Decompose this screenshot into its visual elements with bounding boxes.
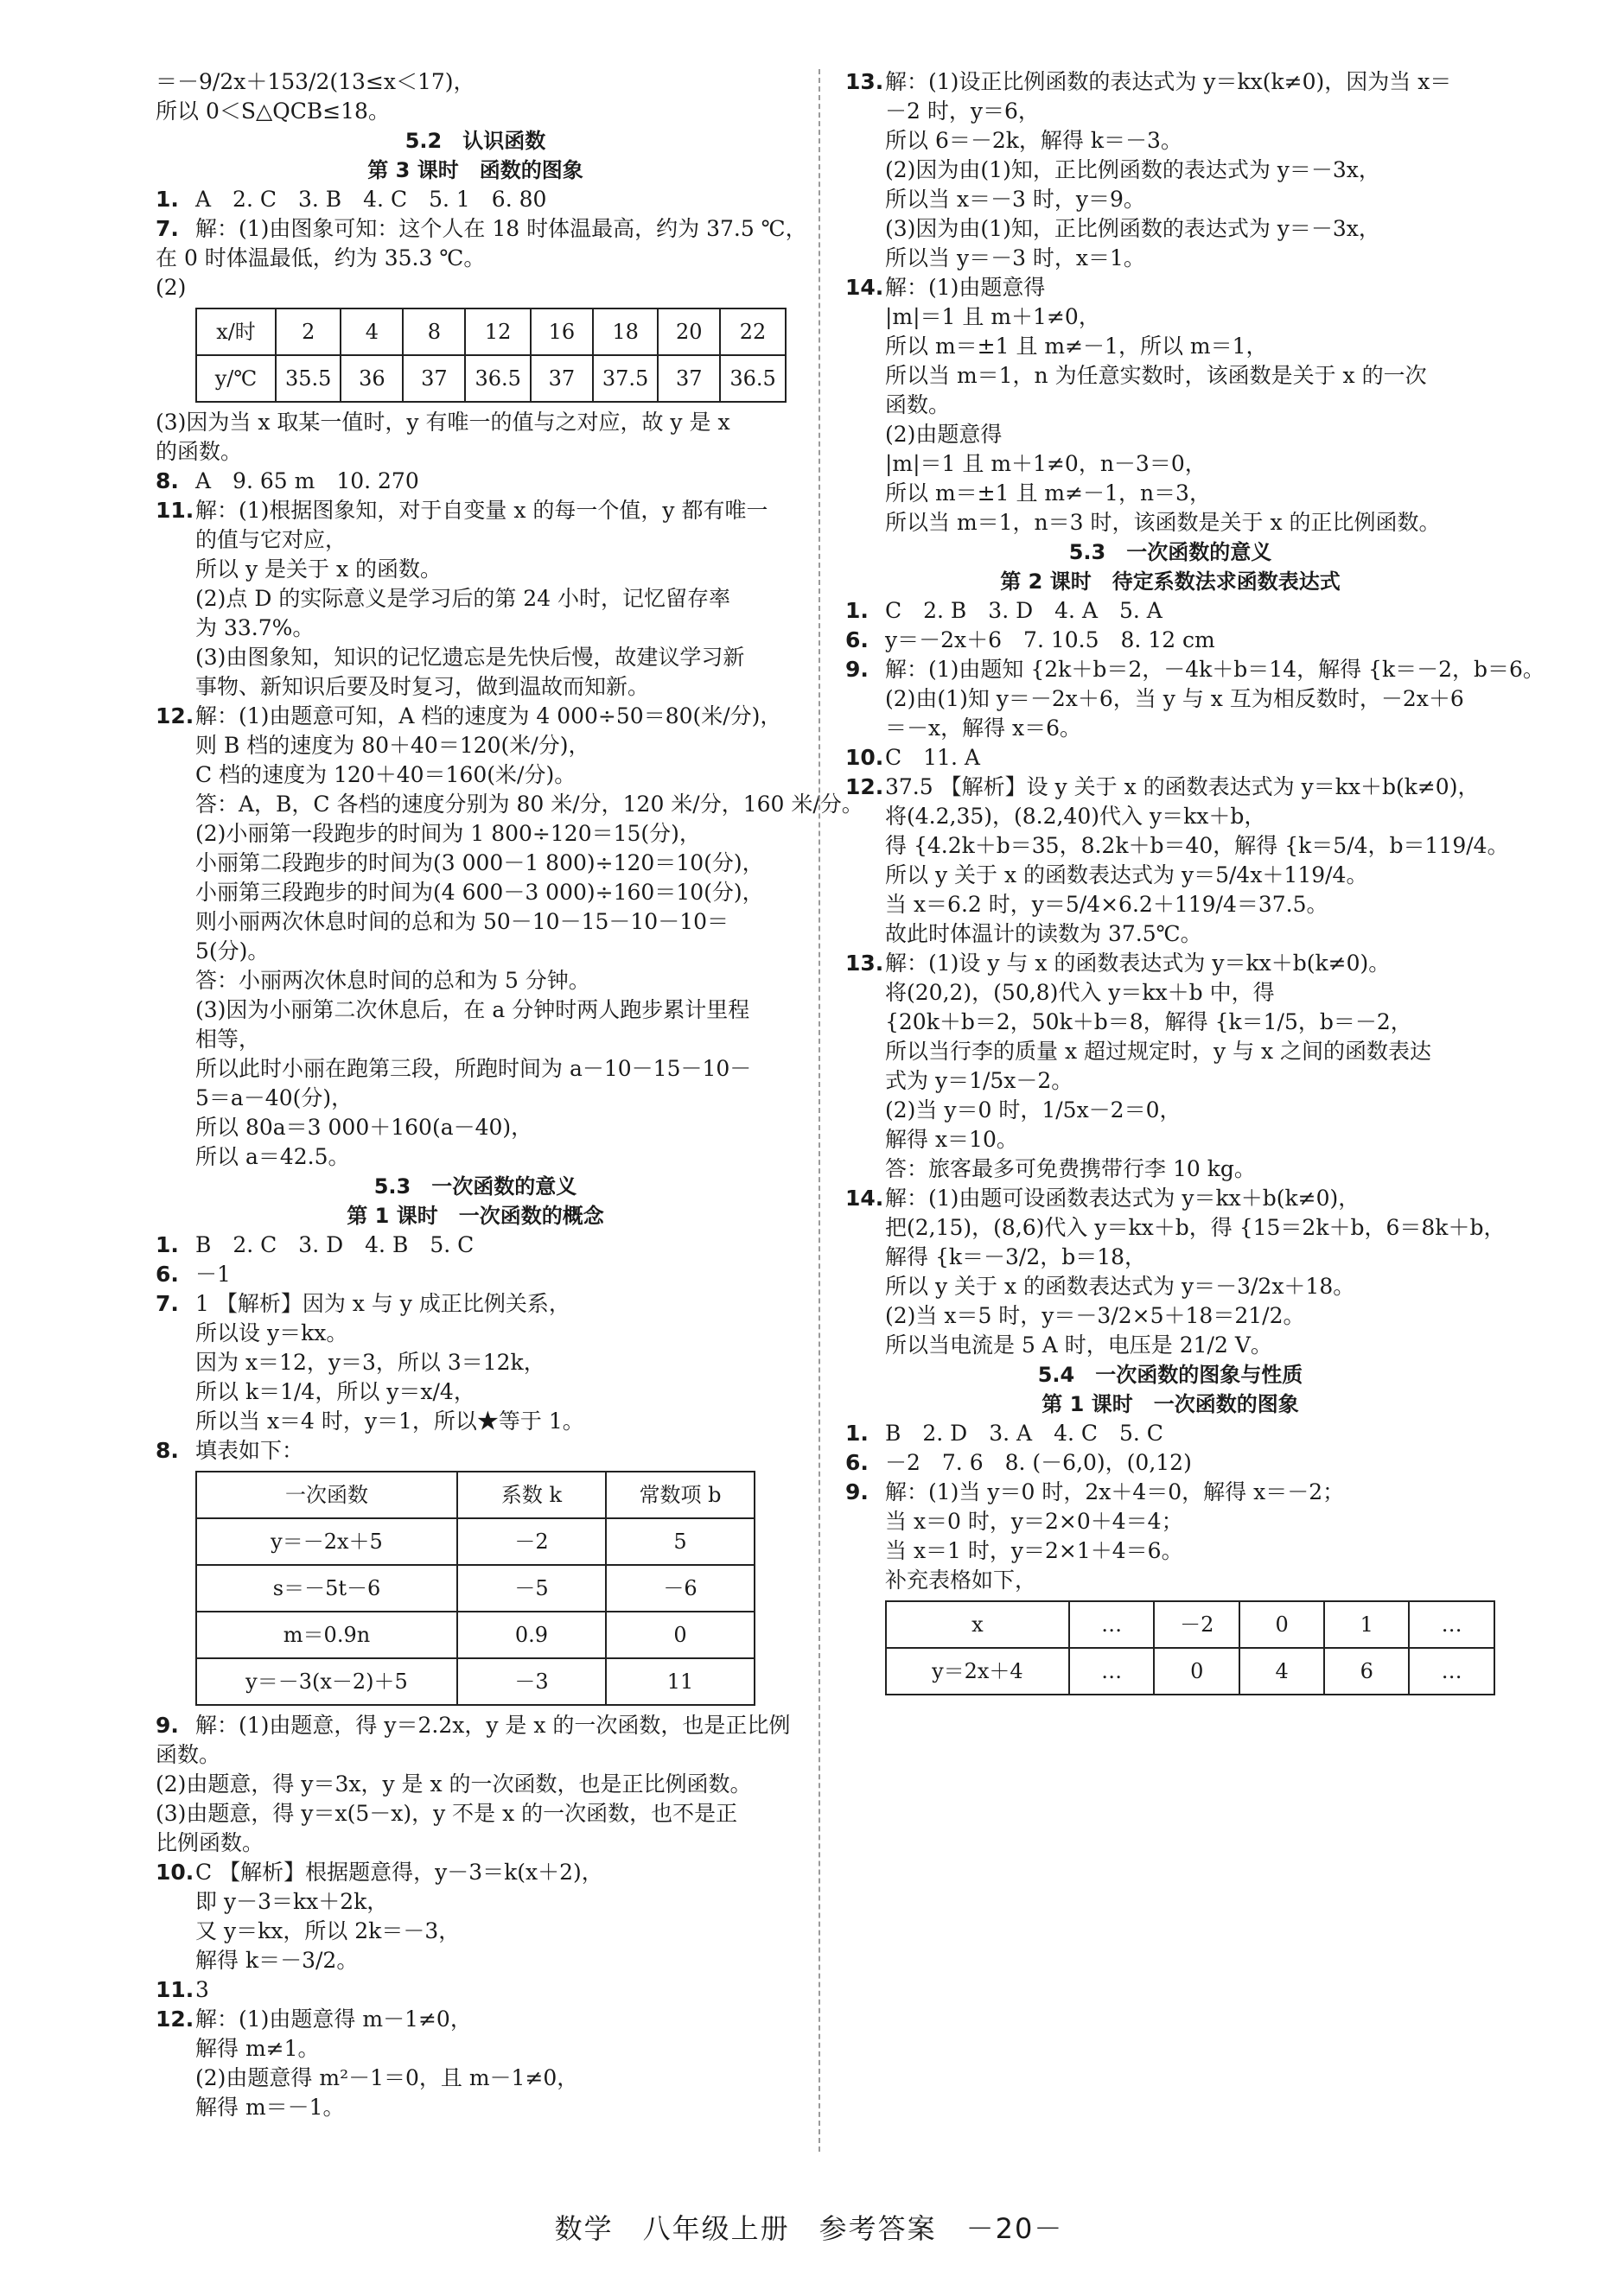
left-column	[156, 67, 863, 2122]
item-number: 10.	[845, 745, 884, 770]
section-heading: 5.3 一次函数的意义	[1068, 540, 1272, 564]
answer-line: 所以当行李的质量 x 超过规定时，y 与 x 之间的函数表达	[885, 1039, 1432, 1064]
section-heading: 5.2 认识函数	[404, 129, 546, 153]
column-divider	[819, 69, 820, 2152]
table-row	[196, 1472, 755, 1518]
table-cell: －3	[457, 1658, 606, 1705]
table-cell: －5	[457, 1565, 606, 1612]
table-cell: …	[1069, 1648, 1155, 1695]
answer-line: (3)因为当 x 取某一值时，y 有唯一的值与之对应，故 y 是 x	[156, 410, 730, 435]
item-number: 1.	[845, 1421, 869, 1446]
answer-line: 相等，	[195, 1027, 261, 1052]
item-number: 1.	[156, 1232, 179, 1257]
answer-item: 12.37.5 【解析】设 y 关于 x 的函数表达式为 y＝kx＋b(k≠0)，	[845, 773, 1495, 802]
answer-line: ＝－9/2x＋153/2(13≤x＜17)，	[156, 69, 475, 94]
item-number: 1.	[156, 187, 179, 212]
answer-line: 答：A，B，C 各档的速度分别为 80 米/分，120 米/分，160 米/分。	[195, 792, 863, 817]
table-row	[196, 308, 786, 355]
answer-line: 5(分)。	[195, 938, 270, 964]
item-number: 9.	[845, 657, 869, 682]
item-number: 6.	[845, 1450, 869, 1475]
table-cell: x/时	[196, 308, 276, 355]
answer-line: 又 y＝kx，所以 2k＝－3，	[195, 1918, 461, 1943]
table-cell: 4	[1239, 1648, 1324, 1695]
answer-item: 11.解：(1)根据图象知，对于自变量 x 的每一个值，y 都有唯一	[156, 496, 795, 525]
answer-line: (2)由题意，得 y＝3x，y 是 x 的一次函数，也是正比例函数。	[156, 1771, 752, 1797]
table-cell: 一次函数	[196, 1472, 457, 1518]
answer-line: 解得 x＝10。	[885, 1127, 1018, 1152]
table-row	[886, 1648, 1494, 1695]
answer-line: (2)	[156, 275, 187, 300]
answer-item: 14.解：(1)由题可设函数表达式为 y＝kx＋b(k≠0)，	[845, 1184, 1495, 1213]
table-cell: y＝2x＋4	[886, 1648, 1069, 1695]
table-cell: …	[1409, 1648, 1494, 1695]
table-cell: …	[1069, 1601, 1155, 1648]
item-number: 14.	[845, 1186, 884, 1211]
table-cell: y＝－2x＋5	[196, 1518, 457, 1565]
answer-line: 当 x＝0 时，y＝2×0＋4＝4；	[885, 1509, 1183, 1534]
answer-line: 答：旅客最多可免费携带行李 10 kg。	[885, 1156, 1256, 1181]
section-heading: 第 1 课时 一次函数的概念	[347, 1204, 604, 1228]
answer-line: 将(20,2)，(50,8)代入 y＝kx＋b 中，得	[885, 980, 1275, 1005]
answer-line: (2)小丽第一段跑步的时间为 1 800÷120＝15(分)，	[195, 821, 701, 846]
item-number: 6.	[156, 1262, 179, 1287]
answer-item: 10.C 11. A	[845, 743, 1495, 773]
answer-line: 将(4.2,35)，(8.2,40)代入 y＝kx＋b，	[885, 804, 1266, 829]
answer-item: 10.C 【解析】根据题意得，y－3＝k(x＋2)，	[156, 1858, 795, 1887]
table-cell: 37	[403, 355, 465, 402]
answer-line: 所以 m＝±1 且 m≠－1，所以 m＝1，	[885, 334, 1268, 359]
item-number: 10.	[156, 1860, 194, 1885]
table-cell: －2	[1154, 1601, 1239, 1648]
answer-line: 函数。	[885, 392, 951, 417]
answer-line: (2)由题意得 m²－1＝0，且 m－1≠0，	[195, 2065, 579, 2090]
table-cell: x	[886, 1601, 1069, 1648]
answer-line: 得 {4.2k＋b＝35，8.2k＋b＝40，解得 {k＝5/4，b＝119/4。	[885, 833, 1509, 858]
answer-table	[885, 1600, 1495, 1695]
answer-item: 6. －2 7. 6 8. (－6,0)，(0,12)	[845, 1448, 1495, 1478]
answer-line: 因为 x＝12，y＝3，所以 3＝12k，	[195, 1350, 545, 1375]
answer-line: 的函数。	[156, 439, 243, 464]
answer-line: (3)由题意，得 y＝x(5－x)，y 不是 x 的一次函数，也不是正	[156, 1801, 738, 1826]
answer-line: 所以当 m＝1，n 为任意实数时，该函数是关于 x 的一次	[885, 363, 1427, 388]
item-number: 8.	[156, 468, 179, 493]
table-cell: 16	[531, 308, 593, 355]
section-heading: 第 3 课时 函数的图象	[367, 158, 583, 182]
table-cell: 系数 k	[457, 1472, 606, 1518]
section-heading: 5.4 一次函数的图象与性质	[1037, 1363, 1303, 1387]
answer-line: ＝－x，解得 x＝6。	[885, 716, 1082, 741]
answer-line: 即 y－3＝kx＋2k，	[195, 1889, 389, 1914]
table-row	[196, 355, 786, 402]
answer-item: 6. －1	[156, 1260, 795, 1289]
answer-item: 12.解：(1)由题意可知，A 档的速度为 4 000÷50＝80(米/分)，	[156, 702, 795, 731]
answer-item: 7. 解：(1)由图象可知：这个人在 18 时体温最高，约为 37.5 ℃，	[156, 214, 795, 244]
answer-item: 1. A 2. C 3. B 4. C 5. 1 6. 80	[156, 185, 795, 214]
item-number: 9.	[845, 1479, 869, 1504]
table-row	[196, 1612, 755, 1658]
table-cell: 常数项 b	[606, 1472, 755, 1518]
table-cell: 6	[1324, 1648, 1409, 1695]
item-number: 13.	[845, 951, 884, 976]
table-cell: 20	[658, 308, 720, 355]
answer-item: 14.解：(1)由题意得	[845, 273, 1495, 302]
table-cell: 36.5	[465, 355, 530, 402]
answer-line: 所以 y 关于 x 的函数表达式为 y＝－3/2x＋18。	[885, 1274, 1355, 1299]
answer-line: (2)由(1)知 y＝－2x＋6，当 y 与 x 互为相反数时，－2x＋6	[885, 686, 1464, 711]
answer-line: 当 x＝1 时，y＝2×1＋4＝6。	[885, 1538, 1183, 1563]
section-heading: 第 1 课时 一次函数的图象	[1042, 1392, 1299, 1416]
answer-line: 解得 m＝－1。	[195, 2095, 345, 2120]
answer-line: (2)由题意得	[885, 422, 1003, 447]
table-cell: 22	[720, 308, 785, 355]
answer-line: 所以设 y＝kx。	[195, 1320, 348, 1345]
table-cell: 1	[1324, 1601, 1409, 1648]
answer-line: (3)因为由(1)知，正比例函数的表达式为 y＝－3x，	[885, 216, 1380, 241]
answer-item: 1. C 2. B 3. D 4. A 5. A	[845, 596, 1495, 626]
table-cell: 0	[1239, 1601, 1324, 1648]
answer-line: (2)当 y＝0 时，1/5x－2＝0，	[885, 1097, 1182, 1123]
answer-item: 12.解：(1)由题意得 m－1≠0，	[156, 2005, 795, 2034]
answer-item: 6. y＝－2x＋6 7. 10.5 8. 12 cm	[845, 626, 1495, 655]
table-cell: －6	[606, 1565, 755, 1612]
answer-line: 式为 y＝1/5x－2。	[885, 1068, 1073, 1093]
answer-line: (3)由图象知，知识的记忆遗忘是先快后慢，故建议学习新	[195, 645, 745, 670]
table-cell: …	[1409, 1601, 1494, 1648]
table-cell: 35.5	[276, 355, 341, 402]
answer-item: 13.解：(1)设正比例函数的表达式为 y＝kx(k≠0)，因为当 x＝	[845, 67, 1495, 97]
answer-item: 11.3	[156, 1975, 795, 2005]
table-cell: y＝－3(x－2)＋5	[196, 1658, 457, 1705]
answer-line: 补充表格如下，	[885, 1568, 1037, 1593]
item-number: 7.	[156, 216, 179, 241]
answer-line: (2)点 D 的实际意义是学习后的第 24 小时，记忆留存率	[195, 586, 731, 611]
table-cell: 2	[276, 308, 341, 355]
table-cell: 36.5	[720, 355, 785, 402]
table-cell: y/℃	[196, 355, 276, 402]
answer-line: 故此时体温计的读数为 37.5℃。	[885, 921, 1202, 946]
table-cell: 5	[606, 1518, 755, 1565]
answer-item: 1. B 2. C 3. D 4. B 5. C	[156, 1231, 795, 1260]
answer-line: 5＝a－40(分)，	[195, 1085, 354, 1110]
answer-line: 答：小丽两次休息时间的总和为 5 分钟。	[195, 968, 590, 993]
table-cell: 36	[341, 355, 403, 402]
answer-item: 8. A 9. 65 m 10. 270	[156, 467, 795, 496]
section-heading: 5.3 一次函数的意义	[373, 1174, 577, 1199]
answer-table	[195, 308, 787, 403]
answer-line: 为 33.7%。	[195, 615, 315, 640]
table-cell: 11	[606, 1658, 755, 1705]
answer-table	[195, 1471, 755, 1706]
item-number: 7.	[156, 1291, 179, 1316]
answer-item: 9. 解：(1)由题意，得 y＝2.2x，y 是 x 的一次函数，也是正比例	[156, 1711, 795, 1740]
answer-item: 7. 1 【解析】因为 x 与 y 成正比例关系，	[156, 1289, 795, 1319]
item-number: 9.	[156, 1713, 179, 1738]
answer-item: 9. 解：(1)当 y＝0 时，2x＋4＝0，解得 x＝－2；	[845, 1478, 1495, 1507]
answer-line: 所以 m＝±1 且 m≠－1，n＝3，	[885, 480, 1211, 506]
answer-line: 则 B 档的速度为 80＋40＝120(米/分)，	[195, 733, 590, 758]
answer-line: {20k＋b＝2，50k＋b＝8，解得 {k＝1/5，b＝－2，	[885, 1009, 1412, 1034]
table-cell: 8	[403, 308, 465, 355]
answer-line: 所以此时小丽在跑第三段，所跑时间为 a－10－15－10－	[195, 1056, 752, 1081]
answer-line: 则小丽两次休息时间的总和为 50－10－15－10－10＝	[195, 909, 729, 934]
item-number: 12.	[156, 2007, 194, 2032]
answer-line: 在 0 时体温最低，约为 35.3 ℃。	[156, 245, 486, 270]
right-column	[845, 67, 1545, 1701]
table-cell: 0	[1154, 1648, 1239, 1695]
table-cell: 37.5	[593, 355, 658, 402]
item-number: 1.	[845, 598, 869, 623]
answer-item: 8. 填表如下：	[156, 1436, 795, 1466]
answer-line: 当 x＝6.2 时，y＝5/4×6.2＋119/4＝37.5。	[885, 892, 1328, 917]
answer-line: 解得 m≠1。	[195, 2036, 320, 2061]
section-heading: 第 2 课时 待定系数法求函数表达式	[1000, 569, 1341, 594]
answer-item: 9. 解：(1)由题知 {2k＋b＝2，－4k＋b＝14，解得 {k＝－2，b＝6。	[845, 655, 1495, 684]
table-row	[886, 1601, 1494, 1648]
answer-line: (2)当 x＝5 时，y＝－3/2×5＋18＝21/2。	[885, 1303, 1305, 1328]
answer-line: 所以 y 关于 x 的函数表达式为 y＝5/4x＋119/4。	[885, 862, 1368, 887]
table-cell: －2	[457, 1518, 606, 1565]
table-cell: 4	[341, 308, 403, 355]
answer-line: 解得 k＝－3/2。	[195, 1948, 359, 1973]
table-cell: s＝－5t－6	[196, 1565, 457, 1612]
answer-line: |m|＝1 且 m＋1≠0，	[885, 304, 1100, 329]
item-number: 11.	[156, 1977, 194, 2002]
answer-item: 13.解：(1)设 y 与 x 的函数表达式为 y＝kx＋b(k≠0)。	[845, 949, 1495, 978]
table-row	[196, 1565, 755, 1612]
answer-line: 比例函数。	[156, 1830, 264, 1855]
item-number: 14.	[845, 275, 884, 300]
answer-item: 1. B 2. D 3. A 4. C 5. C	[845, 1419, 1495, 1448]
answer-line: (3)因为小丽第二次休息后，在 a 分钟时两人跑步累计里程	[195, 997, 750, 1022]
answer-line: －2 时，y＝6，	[885, 99, 1040, 124]
table-cell: 37	[658, 355, 720, 402]
answer-line: 小丽第二段跑步的时间为(3 000－1 800)÷120＝10(分)，	[195, 850, 764, 875]
item-number: 11.	[156, 498, 194, 523]
answer-line: 所以当 y＝－3 时，x＝1。	[885, 245, 1145, 270]
item-number: 12.	[845, 774, 884, 799]
table-cell: 37	[531, 355, 593, 402]
item-number: 8.	[156, 1438, 179, 1463]
table-cell: 0.9	[457, 1612, 606, 1658]
answer-line: 所以 6＝－2k，解得 k＝－3。	[885, 128, 1182, 153]
answer-line: 所以 80a＝3 000＋160(a－40)，	[195, 1115, 533, 1140]
answer-line: 所以 k＝1/4，所以 y＝x/4，	[195, 1379, 475, 1404]
answer-line: 所以当电流是 5 A 时，电压是 21/2 V。	[885, 1332, 1272, 1358]
answer-line: 的值与它对应，	[195, 527, 347, 552]
item-number: 13.	[845, 69, 884, 94]
table-cell: 0	[606, 1612, 755, 1658]
answer-line: 所以 a＝42.5。	[195, 1144, 350, 1169]
answer-line: 所以 y 是关于 x 的函数。	[195, 557, 443, 582]
answer-line: 所以当 x＝4 时，y＝1，所以★等于 1。	[195, 1409, 584, 1434]
answer-line: 所以 0＜S△QCB≤18。	[156, 99, 390, 124]
table-row	[196, 1518, 755, 1565]
answer-line: 所以当 x＝－3 时，y＝9。	[885, 187, 1145, 212]
table-cell: m＝0.9n	[196, 1612, 457, 1658]
answer-line: C 档的速度为 120＋40＝160(米/分)。	[195, 762, 576, 787]
answer-line: 解得 {k＝－3/2，b＝18，	[885, 1244, 1147, 1269]
table-cell: 18	[593, 308, 658, 355]
table-cell: 12	[465, 308, 530, 355]
answer-line: (2)因为由(1)知，正比例函数的表达式为 y＝－3x，	[885, 157, 1380, 182]
page-footer: 数学 八年级上册 参考答案 －20－	[554, 2212, 1064, 2245]
answer-line: 函数。	[156, 1742, 221, 1767]
item-number: 6.	[845, 627, 869, 652]
answer-line: 所以当 m＝1，n＝3 时，该函数是关于 x 的正比例函数。	[885, 510, 1441, 535]
answer-line: 小丽第三段跑步的时间为(4 600－3 000)÷160＝10(分)，	[195, 880, 764, 905]
answer-line: |m|＝1 且 m＋1≠0，n－3＝0，	[885, 451, 1207, 476]
table-row	[196, 1658, 755, 1705]
item-number: 12.	[156, 703, 194, 728]
answer-line: 事物、新知识后要及时复习，做到温故而知新。	[195, 674, 650, 699]
answer-line: 把(2,15)，(8,6)代入 y＝kx＋b，得 {15＝2k＋b，6＝8k＋b，	[885, 1215, 1506, 1240]
